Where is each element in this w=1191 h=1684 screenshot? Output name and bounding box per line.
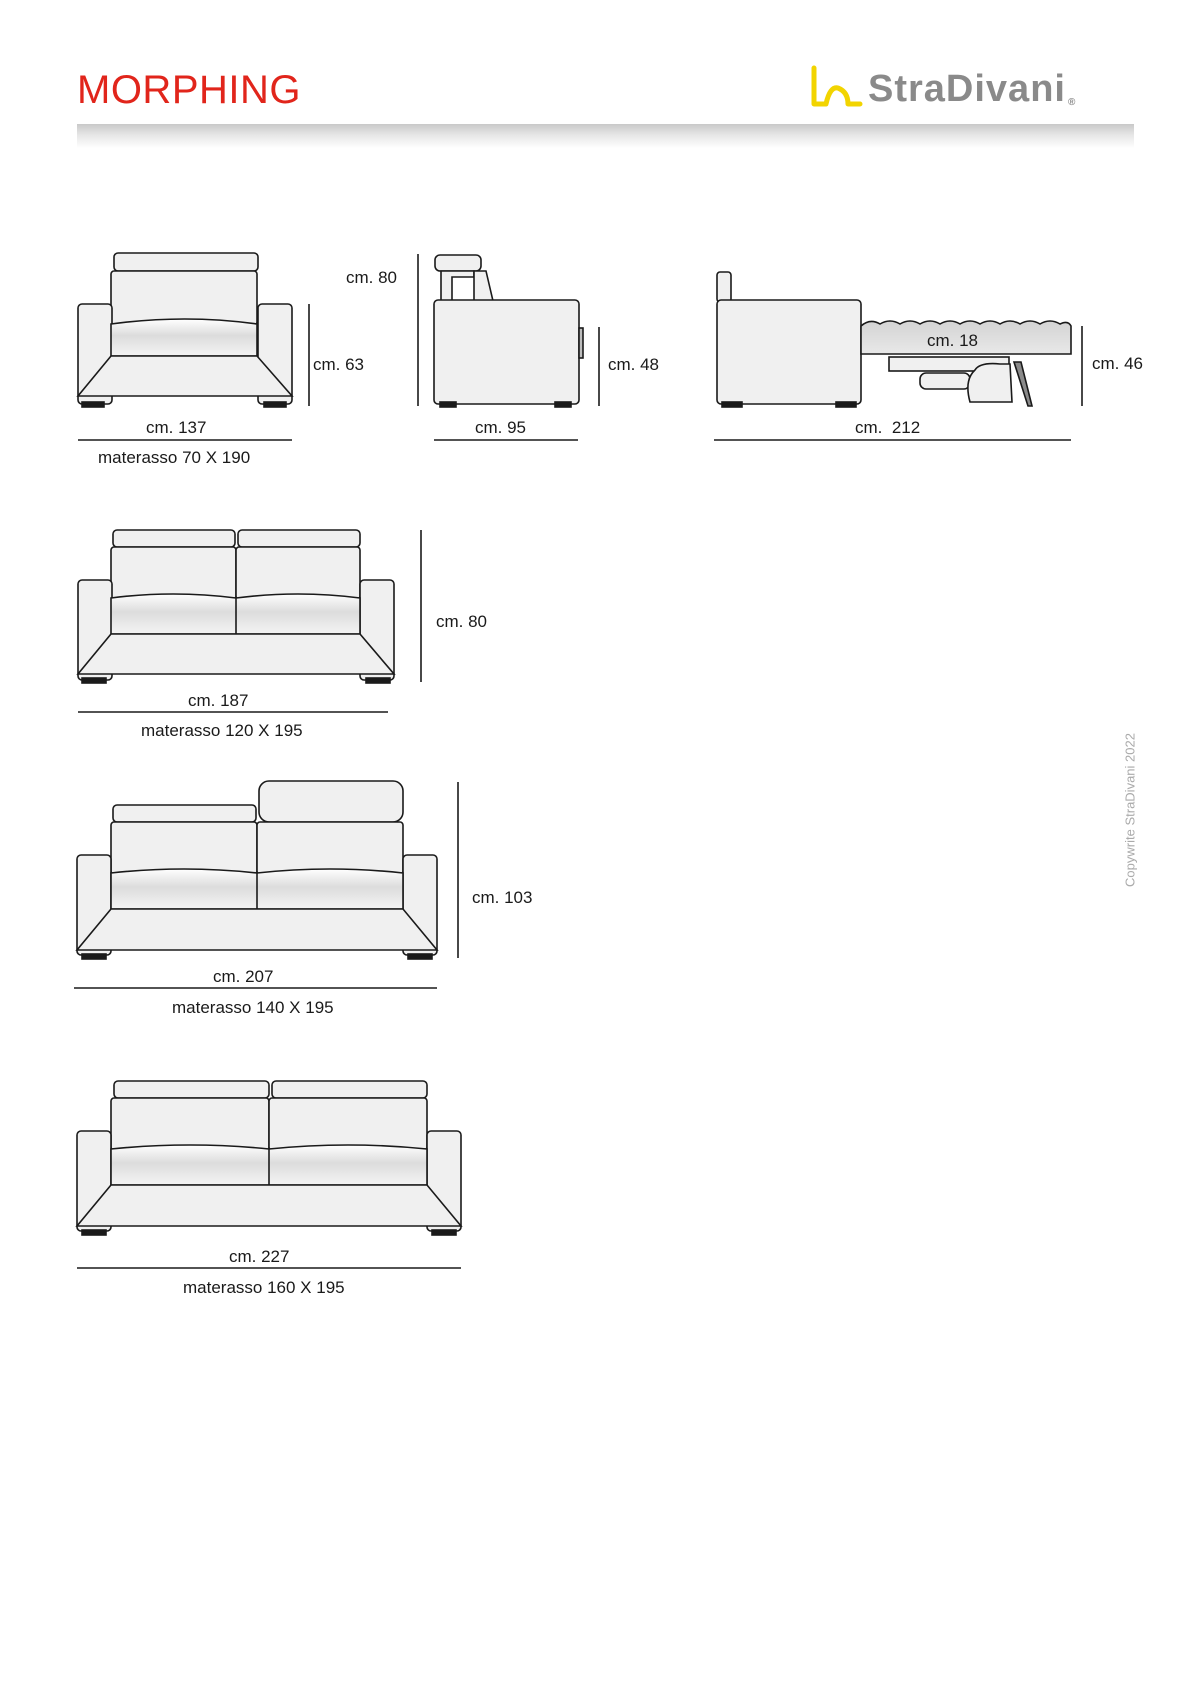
sofa-227-mattress-label: materasso 160 X 195 <box>183 1278 345 1297</box>
page-title: MORPHING <box>77 68 301 112</box>
bed-length-label: cm. 212 <box>855 418 921 437</box>
armchair-seat-height-label: cm. 63 <box>313 355 365 374</box>
armchair-front-drawing <box>78 253 292 407</box>
sofa-187-width-label: cm. 187 <box>188 691 249 710</box>
armchair-mattress-label: materasso 70 X 190 <box>98 448 251 467</box>
side-depth-label: cm. 95 <box>475 418 527 437</box>
sofa-227-drawing <box>77 1081 461 1235</box>
brand-reg-mark: ® <box>1067 97 1077 108</box>
sofa-187-mattress-label: materasso 120 X 195 <box>141 721 303 740</box>
sofa-227-width-label: cm. 227 <box>229 1247 290 1266</box>
sofa-187-drawing <box>78 530 394 683</box>
brand-name: StraDivani <box>868 68 1066 110</box>
sofa-187-height-label: cm. 80 <box>436 612 488 631</box>
sofa-207-width-label: cm. 207 <box>213 967 274 986</box>
open-bed-drawing <box>717 272 1071 407</box>
armchair-width-label: cm. 137 <box>146 418 207 437</box>
armchair-height-label: cm. 80 <box>346 268 398 287</box>
bed-mattress-thickness-label: cm. 18 <box>927 331 979 350</box>
side-view-drawing <box>434 255 583 407</box>
sofa-207-drawing <box>77 781 437 959</box>
side-seat-height-label: cm. 48 <box>608 355 660 374</box>
sofa-207-height-label: cm. 103 <box>472 888 533 907</box>
bed-height-label: cm. 46 <box>1092 354 1144 373</box>
copyright-note: Copywrite StraDivani 2022 <box>1122 733 1138 887</box>
sofa-207-mattress-label: materasso 140 X 195 <box>172 998 334 1017</box>
